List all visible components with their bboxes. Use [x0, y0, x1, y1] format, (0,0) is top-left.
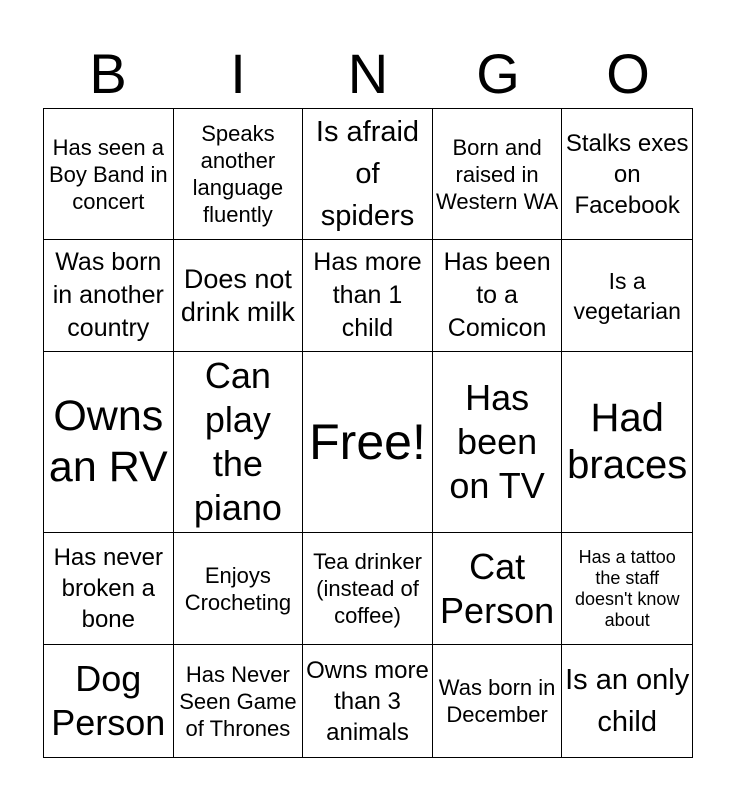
cell-text: Enjoys Crocheting	[184, 562, 292, 615]
bingo-cell[interactable]	[562, 240, 692, 352]
cell-text: Has been on TV	[449, 377, 545, 506]
bingo-cell[interactable]	[433, 352, 563, 533]
cell-text: Speaks another language fluently	[192, 121, 284, 227]
bingo-cell[interactable]	[303, 109, 433, 240]
cell-text: Born and raised in Western WA	[435, 134, 559, 214]
cell-text: Is afraid of spiders	[315, 116, 420, 232]
bingo-cell[interactable]	[562, 109, 692, 240]
cell-text: Has a tattoo the staff doesn't know about	[574, 546, 680, 630]
cell-text: Has never broken a bone	[53, 544, 163, 633]
bingo-cell[interactable]	[44, 645, 174, 757]
cell-text: Dog Person	[51, 658, 166, 743]
bingo-cell[interactable]	[562, 352, 692, 533]
header-letter-i: I	[230, 42, 246, 105]
bingo-cell[interactable]	[44, 533, 174, 645]
bingo-cell[interactable]	[174, 645, 304, 757]
bingo-cell[interactable]	[433, 240, 563, 352]
cell-text: Was born in December	[438, 675, 556, 727]
cell-text: Is an only child	[565, 664, 690, 738]
bingo-header	[43, 40, 693, 108]
cell-text: Can play the piano	[193, 355, 282, 528]
bingo-cell[interactable]	[174, 109, 304, 240]
cell-text: Has been to a Comicon	[443, 248, 551, 342]
bingo-cell[interactable]	[174, 533, 304, 645]
bingo-cell[interactable]	[303, 645, 433, 757]
bingo-cell[interactable]	[174, 240, 304, 352]
cell-text: Has more than 1 child	[313, 248, 422, 342]
cell-text: Had braces	[567, 396, 688, 487]
cell-text: Has seen a Boy Band in concert	[48, 134, 168, 214]
header-letter-n: N	[347, 42, 389, 105]
bingo-cell[interactable]	[562, 645, 692, 757]
header-letter-g: G	[476, 42, 520, 105]
bingo-cell[interactable]	[433, 109, 563, 240]
bingo-cell[interactable]	[433, 645, 563, 757]
cell-text: Tea drinker (instead of coffee)	[313, 549, 422, 628]
cell-text: Cat Person	[440, 545, 555, 631]
cell-text: Owns more than 3 animals	[306, 656, 429, 746]
cell-text: Is a vegetarian	[573, 267, 681, 324]
bingo-cell[interactable]	[44, 109, 174, 240]
cell-text: Has Never Seen Game of Thrones	[179, 661, 297, 741]
bingo-cell[interactable]	[44, 240, 174, 352]
cell-text: Was born in another country	[52, 248, 164, 342]
cell-text: Does not drink milk	[180, 263, 295, 327]
cell-text: Stalks exes on Facebook	[565, 129, 689, 219]
bingo-cell[interactable]	[174, 352, 304, 533]
header-letter-o: O	[606, 42, 650, 105]
bingo-cell[interactable]	[433, 533, 563, 645]
bingo-cell[interactable]	[303, 533, 433, 645]
free-space-cell[interactable]	[303, 352, 433, 533]
bingo-cell[interactable]	[303, 240, 433, 352]
bingo-cell[interactable]	[562, 533, 692, 645]
cell-text: Owns an RV	[48, 392, 168, 491]
header-letter-b: B	[89, 42, 127, 105]
bingo-grid	[43, 108, 693, 758]
cell-text: Free!	[309, 414, 426, 470]
bingo-cell[interactable]	[44, 352, 174, 533]
